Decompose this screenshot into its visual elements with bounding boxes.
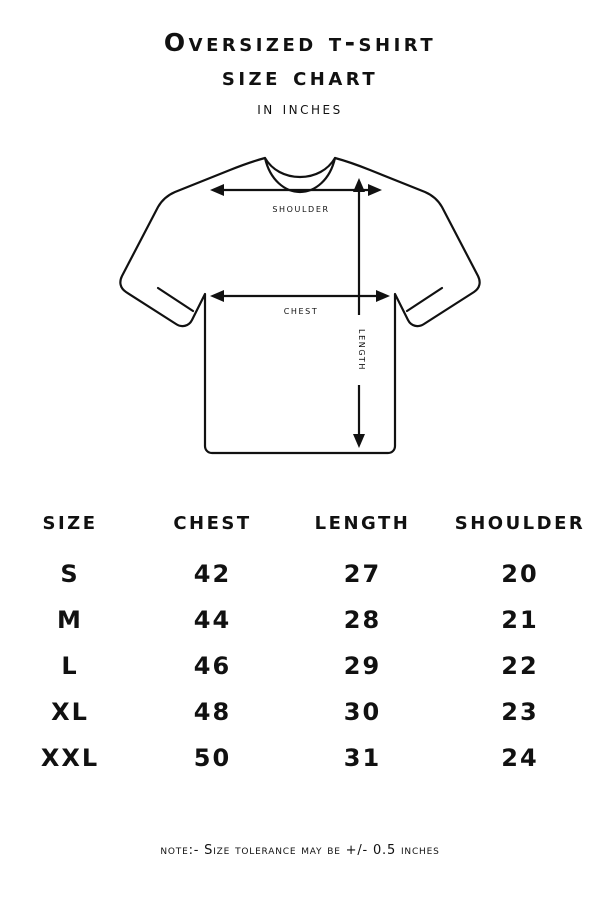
cell-length: 30	[343, 698, 382, 726]
column-header-size: size	[42, 506, 98, 535]
cell-length: 27	[343, 560, 382, 588]
size-table	[0, 500, 600, 781]
table-row	[0, 643, 600, 689]
shoulder-label: Shoulder	[272, 201, 330, 215]
tshirt-diagram	[0, 140, 600, 480]
table-row	[0, 551, 600, 597]
chest-label: Chest	[283, 303, 319, 317]
cell-shoulder: 22	[501, 652, 539, 680]
cell-length: 28	[343, 606, 382, 634]
cell-length: 31	[343, 744, 382, 772]
cell-shoulder: 21	[501, 606, 539, 634]
cell-size: L	[61, 652, 79, 680]
column-header-length: length	[314, 506, 411, 535]
column-header-chest: chest	[173, 506, 252, 535]
tolerance-note: note:- Size tolerance may be +/- 0.5 inches	[160, 843, 440, 858]
table-header-row	[0, 500, 600, 551]
cell-chest: 44	[193, 606, 232, 634]
page-title: Oversized t-shirt	[163, 28, 437, 57]
length-measure-arrow	[353, 178, 365, 448]
cell-chest: 48	[193, 698, 232, 726]
cell-size: S	[60, 560, 80, 588]
cell-chest: 50	[193, 744, 232, 772]
cell-size: M	[57, 606, 83, 634]
cell-length: 29	[343, 652, 382, 680]
cell-shoulder: 20	[501, 560, 539, 588]
cell-shoulder: 24	[501, 744, 539, 772]
length-label: Length	[356, 329, 370, 371]
cell-chest: 42	[193, 560, 232, 588]
table-row	[0, 689, 600, 735]
page-subtitle: size chart	[221, 62, 379, 91]
cell-size: XL	[51, 698, 89, 726]
table-row	[0, 735, 600, 781]
column-header-shoulder: shoulder	[454, 506, 586, 535]
cell-shoulder: 23	[501, 698, 539, 726]
page-units: in inches	[257, 99, 343, 119]
page-title-block	[0, 26, 600, 124]
cell-chest: 46	[193, 652, 232, 680]
cell-size: XXL	[40, 744, 100, 772]
table-row	[0, 597, 600, 643]
